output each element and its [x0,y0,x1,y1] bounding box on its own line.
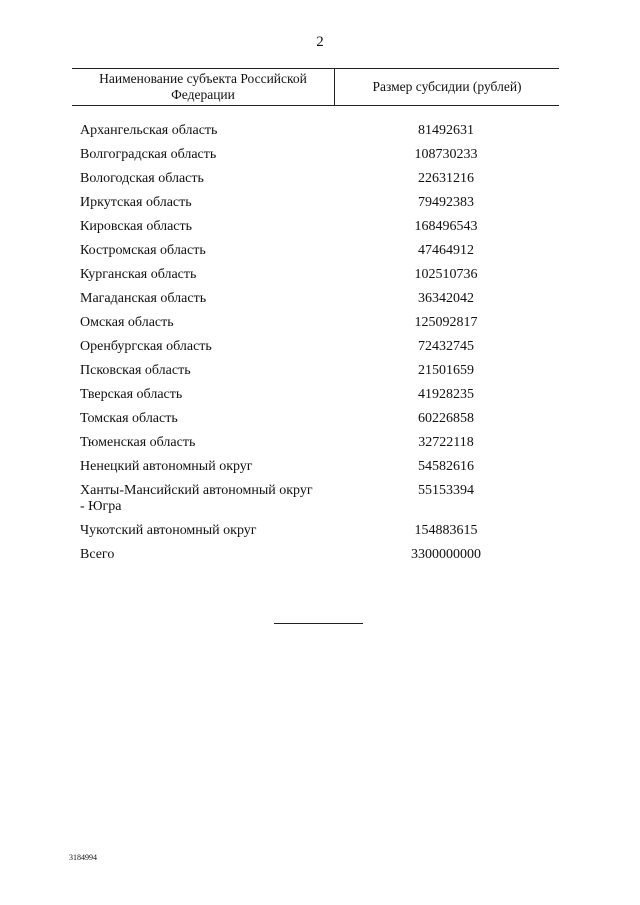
row-name: Ханты-Мансийский автономный округ - Югра [80,483,313,514]
table-row [80,339,550,363]
table-row-total [80,547,550,571]
table-row [80,267,550,291]
table-header [72,68,559,106]
row-value: 41928235 [418,387,474,402]
table-row [80,523,550,547]
table-row [80,195,550,219]
row-value: 3300000000 [411,547,481,562]
row-name: Вологодская область [80,171,204,186]
row-value: 125092817 [414,315,478,330]
table-row [80,363,550,387]
row-name: Курганская область [80,267,197,282]
document-code: 3184994 [69,853,97,862]
table-row [80,147,550,171]
row-value: 47464912 [418,243,474,258]
row-name: Псковская область [80,363,191,378]
row-value: 60226858 [418,411,474,426]
header-subject: Наименование субъекта Российской Федерации [99,71,307,102]
row-name: Костромская область [80,243,206,258]
table-row [80,387,550,411]
table-body [80,123,550,571]
table-row [80,435,550,459]
table-row [80,219,550,243]
row-name: Иркутская область [80,195,192,210]
row-value: 168496543 [414,219,478,234]
table-row [80,171,550,195]
footer-divider [274,623,363,624]
row-value: 79492383 [418,195,474,210]
row-name: Тверская область [80,387,183,402]
row-value: 21501659 [418,363,474,378]
row-value: 108730233 [414,147,478,162]
row-name: Тюменская область [80,435,196,450]
row-value: 154883615 [414,523,478,538]
row-value: 36342042 [418,291,474,306]
table-row [80,411,550,435]
row-value: 32722118 [418,435,474,450]
row-name: Омская область [80,315,174,330]
table-row [80,243,550,267]
table-row [80,291,550,315]
row-value: 102510736 [414,267,478,282]
row-name: Волгоградская область [80,147,217,162]
row-name: Чукотский автономный округ [80,523,257,538]
table-row [80,123,550,147]
row-value: 22631216 [418,171,474,186]
row-name: Томская область [80,411,178,426]
header-amount: Размер субсидии (рублей) [372,79,522,94]
row-name: Архангельская область [80,123,218,138]
row-value: 72432745 [418,339,474,354]
row-name: Всего [80,547,115,562]
row-name: Магаданская область [80,291,207,306]
table-row [80,483,550,523]
row-name: Оренбургская область [80,339,212,354]
table-row [80,315,550,339]
row-value: 55153394 [418,483,474,498]
row-value: 54582616 [418,459,474,474]
row-name: Кировская область [80,219,193,234]
page-number: 2 [316,34,324,50]
table-row [80,459,550,483]
row-value: 81492631 [418,123,474,138]
row-name: Ненецкий автономный округ [80,459,253,474]
